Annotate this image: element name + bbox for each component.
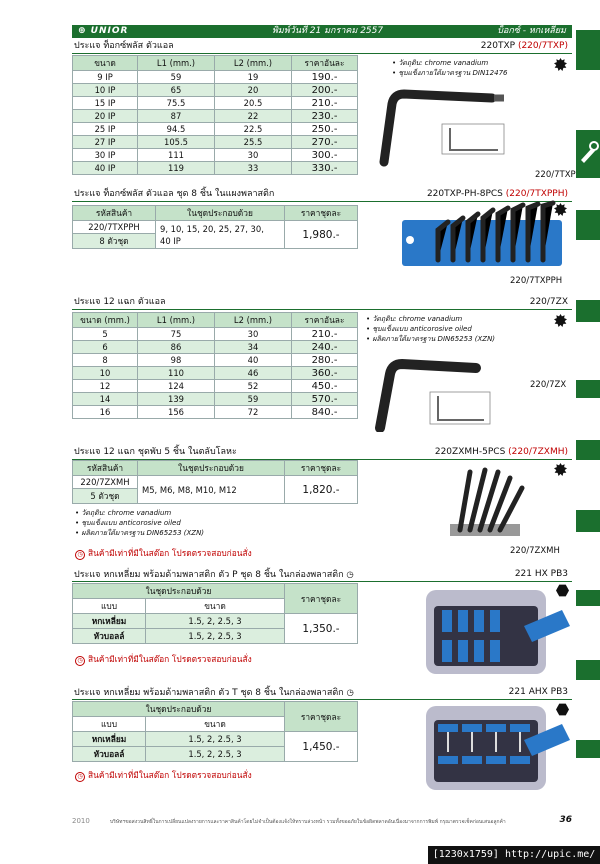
section-name: ประแจ ท็อกซ์พลัส ตัวแอล [74, 41, 174, 51]
table-row: หัวบอลล์ 1.5, 2, 2.5, 3 [73, 747, 358, 762]
col-header: รหัสสินค้า [73, 461, 138, 476]
table-row: 6 86 34 240.- [73, 341, 358, 354]
col-header: ในชุดประกอบด้วย [156, 206, 285, 221]
torx-l-table [72, 55, 358, 175]
table-row: หกเหลี่ยม 1.5, 2, 2.5, 3 1,450.- [73, 732, 358, 747]
section-name: ประแจ ท็อกซ์พลัส ตัวแอล ชุด 8 ชิ้น ในแผงพลาสติก [74, 189, 275, 199]
torx-l-key-image [372, 84, 562, 168]
col-header: ราคาชุดละ [285, 461, 358, 476]
side-tab [576, 440, 600, 460]
table-row: 16 156 72 840.- [73, 406, 358, 419]
xzn-fold-set-image [430, 462, 540, 542]
print-date: พิมพ์วันที่ 21 มกราคม 2557 [272, 26, 384, 36]
brand-logo: ⊕ UNIOR [78, 26, 129, 36]
spec-notes: • วัตถุดิบ: chrome vanadium • ชุบแข็งภายใต้มาตรฐาน DIN12476 [392, 58, 508, 78]
col-header: ขนาด (mm.) [73, 313, 138, 328]
section-title-hex-p [72, 568, 572, 582]
stock-notice: ◷ สินค้ามีเท่าที่มีในสต๊อก โปรดตรวจสอบก่อนสั่ง [75, 652, 252, 666]
footer-year: 2010 [72, 817, 90, 825]
col-header: L1 (mm.) [138, 313, 215, 328]
side-tab [576, 300, 600, 322]
side-tab-active [576, 130, 600, 178]
table-row: 8 ตัวชุด [73, 234, 358, 249]
page-header [72, 25, 572, 38]
side-tab [576, 210, 600, 240]
table-row: 10 110 46 360.- [73, 367, 358, 380]
image-caption: 220/7TXP [535, 170, 576, 180]
image-caption: 220/7ZX [530, 380, 567, 390]
product-code: 221 HX PB3 [514, 569, 568, 579]
col-header: ราคาอันละ [292, 313, 358, 328]
table-row: 8 98 40 280.- [73, 354, 358, 367]
hex-p-table [72, 583, 358, 644]
table-row: 5 75 30 210.- [73, 328, 358, 341]
watermark: [1230x1759] http://upic.me/ [428, 846, 600, 864]
image-caption: 220/7TXPPH [510, 276, 563, 286]
side-tab [576, 590, 600, 606]
section-name: ประแจ 12 แฉก ตัวแอล [74, 297, 166, 307]
product-code: 221 AHX PB3 [508, 687, 568, 697]
side-tab [576, 380, 600, 398]
table-row: 15 IP 75.5 20.5 210.- [73, 97, 358, 110]
side-tab [576, 660, 600, 680]
col-header: ราคาอันละ [292, 56, 358, 71]
side-tab [576, 30, 600, 70]
section-name: ประแจ หกเหลี่ยม พร้อมด้ามพลาสติก ตัว P ชุด 8 ชิ้น ในกล่องพลาสติก [74, 570, 344, 580]
table-row: หัวบอลล์ 1.5, 2, 2.5, 3 [73, 629, 358, 644]
table-row: 5 ตัวชุด [73, 489, 358, 504]
xzn-icon [554, 314, 567, 327]
col-header: แบบ [73, 599, 146, 614]
spec-notes: • วัตถุดิบ: chrome vanadium • ชุบแข็งแบบ anticorosive oiled • ผลิตภายใต้มาตรฐาน DIN65253 (XZN) [366, 314, 495, 344]
col-header: ในชุดประกอบด้วย [73, 584, 285, 599]
col-header: ขนาด [146, 599, 285, 614]
footer-disclaimer: บริษัทฯขอสงวนสิทธิ์ในการเปลี่ยนแปลงรายการและราคาสินค้าโดยไม่จำเป็นต้องแจ้งให้ทราบล่วงหน้า รวมทั้งขออภัยในข้อผิดพลาดอันเนื่องมาจากการพิมพ์ กรุณาตรวจเช็คก่อนเสนอลูกค้า [110, 819, 506, 825]
set-price: 1,820.- [285, 476, 358, 504]
xzn-icon [554, 463, 567, 476]
stock-notice: ◷ สินค้ามีเท่าที่มีในสต๊อก โปรดตรวจสอบก่อนสั่ง [75, 768, 252, 782]
side-tab [576, 510, 600, 532]
torx-set-table [72, 205, 358, 249]
col-header: รหัสสินค้า [73, 206, 156, 221]
xzn-fold-table [72, 460, 358, 504]
image-caption: 220/7ZXMH [510, 546, 560, 556]
section-title-hex-t [72, 686, 572, 700]
table-row: 10 IP 65 20 200.- [73, 84, 358, 97]
hex-p-set-image [424, 586, 574, 678]
col-header: L2 (mm.) [215, 313, 292, 328]
table-row: 40 IP 119 33 330.- [73, 162, 358, 175]
category-label: บ็อกซ์ - หกเหลี่ยม [497, 26, 566, 36]
clock-icon: ◷ [75, 656, 85, 666]
clock-icon: ◷ [346, 687, 354, 697]
hex-t-table [72, 701, 358, 762]
table-row: 220/7ZXMH M5, M6, M8, M10, M12 1,820.- [73, 476, 358, 489]
section-name: ประแจ 12 แฉก ชุดพับ 5 ชิ้น ในตลับโลหะ [74, 447, 237, 457]
spec-notes: • วัตถุดิบ: chrome vanadium • ชุบแข็งแบบ anticorosive oiled • ผลิตภายใต้มาตรฐาน DIN65253 (XZN) [75, 508, 204, 538]
clock-icon: ◷ [75, 772, 85, 782]
col-header: L1 (mm.) [138, 56, 215, 71]
col-header: ในชุดประกอบด้วย [73, 702, 285, 717]
set-price: 1,350.- [285, 614, 358, 644]
col-header: แบบ [73, 717, 146, 732]
table-row: 25 IP 94.5 22.5 250.- [73, 123, 358, 136]
section-title-xzn-l [72, 296, 572, 310]
stock-notice: ◷ สินค้ามีเท่าที่มีในสต๊อก โปรดตรวจสอบก่อนสั่ง [75, 546, 252, 560]
xzn-l-table [72, 312, 358, 419]
product-code-alt: (220/7ZXMH) [508, 447, 568, 457]
product-code: 220TXP-PH-8PCS [426, 189, 503, 199]
section-name: ประแจ หกเหลี่ยม พร้อมด้ามพลาสติก ตัว T ชุด 8 ชิ้น ในกล่องพลาสติก [74, 688, 344, 698]
set-price: 1,450.- [285, 732, 358, 762]
product-code-alt: (220/7TXP) [517, 41, 568, 51]
xzn-l-key-image [368, 352, 518, 432]
col-header: ในชุดประกอบด้วย [138, 461, 285, 476]
col-header: L2 (mm.) [215, 56, 292, 71]
page-number: 36 [559, 815, 572, 825]
product-code: 220/7ZX [529, 297, 568, 307]
hex-t-set-image [424, 702, 574, 794]
clock-icon: ◷ [75, 550, 85, 560]
product-code: 220ZXMH-5PCS [434, 447, 506, 457]
side-tab [576, 740, 600, 758]
table-row: หกเหลี่ยม 1.5, 2, 2.5, 3 1,350.- [73, 614, 358, 629]
table-row: 27 IP 105.5 25.5 270.- [73, 136, 358, 149]
torx-icon [554, 58, 567, 71]
table-row: 9 IP 59 19 190.- [73, 71, 358, 84]
col-header: ราคาชุดละ [285, 206, 358, 221]
clock-icon: ◷ [346, 569, 354, 579]
table-row: 30 IP 111 30 300.- [73, 149, 358, 162]
col-header: ขนาด [73, 56, 138, 71]
section-title-torx-l [72, 40, 572, 54]
product-code-alt: (220/7TXPPH) [505, 189, 568, 199]
wrench-icon [576, 130, 600, 178]
product-code: 220TXP [480, 41, 516, 51]
set-price: 1,980.- [285, 221, 358, 249]
col-header: ขนาด [146, 717, 285, 732]
section-title-xzn-fold [72, 446, 572, 460]
torx-set-image [398, 200, 573, 272]
col-header: ราคาชุดละ [285, 584, 358, 614]
table-row: 12 124 52 450.- [73, 380, 358, 393]
table-row: 220/7TXPPH 9, 10, 15, 20, 25, 27, 30, 40 IP 1,980.- [73, 221, 358, 234]
table-row: 20 IP 87 22 230.- [73, 110, 358, 123]
table-row: 14 139 59 570.- [73, 393, 358, 406]
col-header: ราคาชุดละ [285, 702, 358, 732]
